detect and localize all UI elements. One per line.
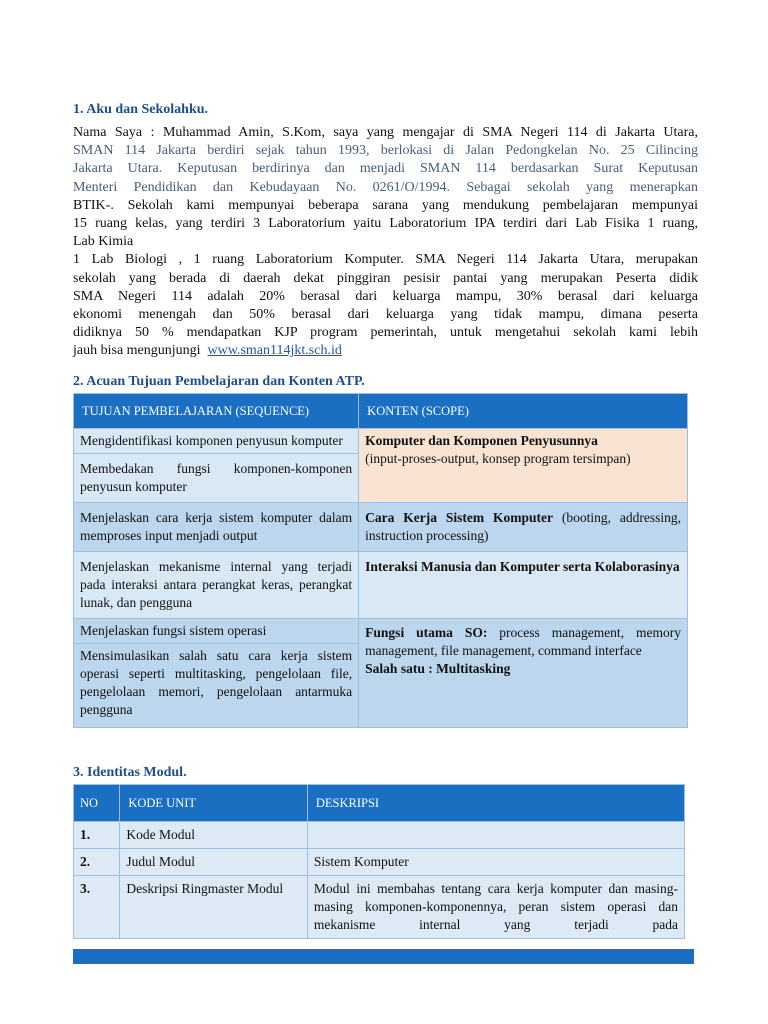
text-line: Lab Kimia	[73, 234, 134, 250]
text-line: sekolah yang berada di daerah dekat pinggiran pesisir pantai yang merupakan Peserta didik	[73, 270, 698, 286]
cell-text: process management, memory management, file management, command interface	[365, 625, 681, 658]
text-line: didiknya 50 % mendapatkan KJP program pemerintah, untuk mengetahui sekolah kami lebih	[73, 325, 698, 341]
table-cell: Menjelaskan fungsi sistem operasi	[74, 619, 359, 644]
row-kode: Kode Modul	[120, 822, 308, 849]
text-line: SMA Negeri 114 adalah 20% berasal dari keluarga mampu, 30% berasal dari keluarga	[73, 288, 698, 304]
table-cell: Mengidentifikasi komponen penyusun komputer	[74, 429, 359, 454]
table-cell	[359, 503, 688, 552]
table-row	[74, 822, 685, 849]
atp-table	[73, 393, 688, 728]
column-header-scope: KONTEN (SCOPE)	[359, 394, 688, 429]
text-line: Menteri Pendidikan dan Kebudayaan No. 0261/O/1994. Sebagai sekolah yang menerapkan	[73, 179, 698, 195]
table-cell	[359, 552, 688, 619]
table-cell: Menjelaskan cara kerja sistem komputer dalam memproses input menjadi output	[74, 503, 359, 552]
table-cell: Membedakan fungsi komponen-komponen penyusun komputer	[74, 454, 359, 503]
section-3-heading: 3. Identitas Modul.	[73, 765, 187, 780]
module-identity-table	[73, 784, 685, 939]
column-header-kode-unit: KODE UNIT	[120, 785, 308, 822]
table-cell	[359, 619, 688, 728]
table-cell: Mensimulasikan salah satu cara kerja sistem operasi seperti multitasking, pengelolaan file, pengelolaan memori, pengelolaan antarmuka pengguna	[74, 644, 359, 728]
row-number: 2.	[74, 849, 120, 876]
row-deskripsi: Sistem Komputer	[307, 849, 684, 876]
school-description	[73, 124, 698, 361]
column-header-sequence: TUJUAN PEMBELAJARAN (SEQUENCE)	[74, 394, 359, 429]
school-website-link[interactable]: www.sman114jkt.sch.id	[207, 343, 342, 359]
cell-bold-text: Fungsi utama SO:	[365, 625, 488, 640]
cell-bold-text: Cara Kerja Sistem Komputer	[365, 510, 553, 525]
text-line: ekonomi menengah dan 50% berasal dari keluarga yang tidak mampu, dimana peserta	[73, 307, 698, 323]
section-2-heading: 2. Acuan Tujuan Pembelajaran dan Konten ATP.	[73, 374, 365, 389]
section-1-heading: 1. Aku dan Sekolahku.	[73, 102, 209, 117]
cell-bold-text: Komputer dan Komponen Penyusunnya	[365, 433, 598, 448]
column-header-deskripsi: DESKRIPSI	[307, 785, 684, 822]
footer-bar	[73, 949, 694, 964]
text-line: BTIK-. Sekolah kami mempunyai beberapa sarana yang mendukung pembelajaran mempunyai	[73, 197, 698, 213]
table-row	[74, 876, 685, 939]
row-deskripsi	[307, 822, 684, 849]
row-kode: Deskripsi Ringmaster Modul	[120, 876, 308, 939]
row-number: 1.	[74, 822, 120, 849]
text-line: 15 ruang kelas, yang terdiri 3 Laboratorium yaitu Laboratorium IPA terdiri dari Lab Fisika 1 ruang,	[73, 216, 698, 232]
cell-bold-text: Salah satu : Multitasking	[365, 661, 511, 676]
table-cell	[359, 429, 688, 503]
row-kode: Judul Modul	[120, 849, 308, 876]
text-line: 1 Lab Biologi , 1 ruang Laboratorium Komputer. SMA Negeri 114 Jakarta Utara, merupakan	[73, 252, 698, 268]
table-cell: Menjelaskan mekanisme internal yang terjadi pada interaksi antara perangkat keras, perangkat lunak, dan pengguna	[74, 552, 359, 619]
text-line: SMAN 114 Jakarta berdiri sejak tahun 1993, berlokasi di Jalan Pedongkelan No. 25 Cilincing	[73, 143, 698, 159]
row-number: 3.	[74, 876, 120, 939]
column-header-no: NO	[74, 785, 120, 822]
cell-text: (booting, addressing, instruction processing)	[365, 510, 681, 543]
text-line	[73, 342, 698, 360]
cell-text: (input-proses-output, konsep program tersimpan)	[365, 451, 631, 466]
row-deskripsi: Modul ini membahas tentang cara kerja komputer dan masing-masing komponen-komponennya, peran sistem operasi dan mekanisme internal yang terjadi pada	[307, 876, 684, 939]
text-line: Jakarta Utara. Keputusan berdirinya dan menjadi SMAN 114 berdasarkan Surat Keputusan	[73, 161, 698, 177]
text-fragment: jauh bisa mengunjungi	[73, 343, 201, 359]
cell-bold-text: Interaksi Manusia dan Komputer serta Kolaborasinya	[365, 559, 680, 574]
text-line: Nama Saya : Muhammad Amin, S.Kom, saya yang mengajar di SMA Negeri 114 di Jakarta Utara,	[73, 125, 698, 140]
table-row	[74, 849, 685, 876]
